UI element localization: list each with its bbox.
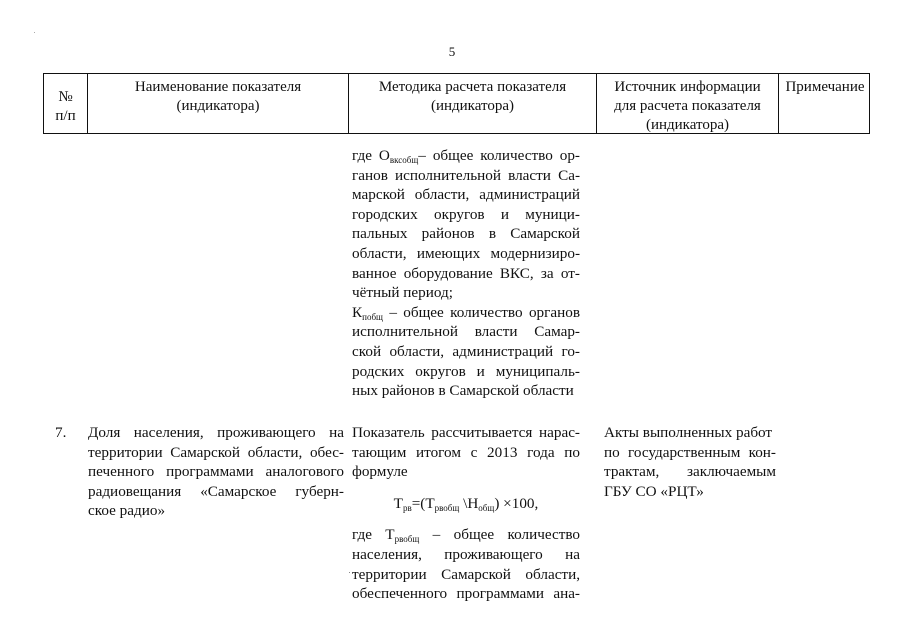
header-note: Примечание: [785, 79, 865, 95]
name-line: территории Самарской области, обес-: [88, 443, 344, 461]
def-line: родских округов и муниципаль-: [352, 362, 580, 380]
method-line: Показатель рассчитывается нарас-: [352, 424, 580, 441]
row7-source: [604, 423, 776, 501]
def-text: – общее количество органов: [382, 303, 580, 321]
formula-part: =(Т: [411, 494, 435, 512]
header-num: № п/п: [55, 89, 76, 124]
row7-num: 7.: [55, 424, 67, 441]
symbol-subscript: рвобщ: [394, 534, 420, 545]
formula-subscript: рв: [402, 502, 412, 513]
page-number: 5: [448, 44, 456, 59]
name-line: радиовещания «Самарское губерн-: [88, 482, 344, 500]
def-line: городских округов и муници-: [352, 205, 580, 223]
def-prefix: где Т: [352, 526, 395, 544]
scan-speck: [349, 572, 350, 573]
row7-method: [352, 423, 580, 604]
formula-subscript: рвобщ: [434, 502, 460, 513]
def-line: чётный период;: [352, 284, 453, 302]
scan-speck: [34, 32, 35, 33]
symbol-subscript: вксобщ: [389, 155, 419, 165]
def-line: [352, 303, 580, 323]
where-word: где: [352, 147, 379, 164]
method-continuation: [352, 146, 580, 401]
formula-subscript: общ: [478, 502, 495, 513]
def-line: ных районов в Самарской области: [352, 382, 574, 400]
def-line: пальных районов в Самарской: [352, 225, 580, 243]
def-line: ванное оборудование ВКС, за от-: [352, 264, 580, 282]
def-text: – общее количество ор-: [418, 147, 580, 164]
symbol: К: [352, 303, 363, 321]
def-line: марской области, администраций: [352, 186, 580, 204]
source-line: по государственным кон-: [604, 443, 776, 461]
source-line: Акты выполненных работ: [604, 424, 773, 441]
header-method: Методика расчета показателя (индикатора): [378, 79, 567, 114]
def-line: исполнительной власти Самар-: [352, 323, 580, 341]
header-name: Наименование показателя (индикатора): [134, 79, 302, 114]
method-line: формуле: [352, 463, 408, 481]
name-line: печенного программами аналогового: [88, 463, 344, 481]
symbol: О: [378, 147, 390, 164]
def-line: ганов исполнительной власти Са-: [352, 166, 580, 184]
def-line: территории Самарской области,: [352, 565, 580, 583]
def-line: [352, 525, 580, 545]
header-source: Источник информации для расчета показателя (индикатора): [614, 79, 761, 133]
formula: [352, 494, 580, 514]
def-text: – общее количество: [419, 526, 580, 544]
def-line: ской области, администраций го-: [352, 342, 580, 360]
source-line: трактам, заключаемым: [604, 463, 776, 481]
symbol-subscript: побщ: [362, 311, 383, 322]
row7-name: [88, 423, 344, 521]
def-line: населения, проживающего на: [352, 545, 580, 563]
def-line: обеспеченного программами ана-: [352, 585, 580, 603]
name-line: ское радио»: [88, 502, 166, 520]
def-line: [352, 146, 580, 166]
method-line: тающим итогом с 2013 года по: [352, 443, 580, 461]
source-line: ГБУ СО «РЦТ»: [604, 482, 704, 500]
formula-part: Т: [393, 494, 403, 512]
table-header: [43, 73, 870, 134]
formula-part: ) ×100,: [494, 494, 539, 512]
formula-part: \Н: [459, 494, 479, 512]
name-line: Доля населения, проживающего на: [88, 424, 344, 441]
def-line: области, имеющих модернизиро-: [352, 244, 580, 262]
